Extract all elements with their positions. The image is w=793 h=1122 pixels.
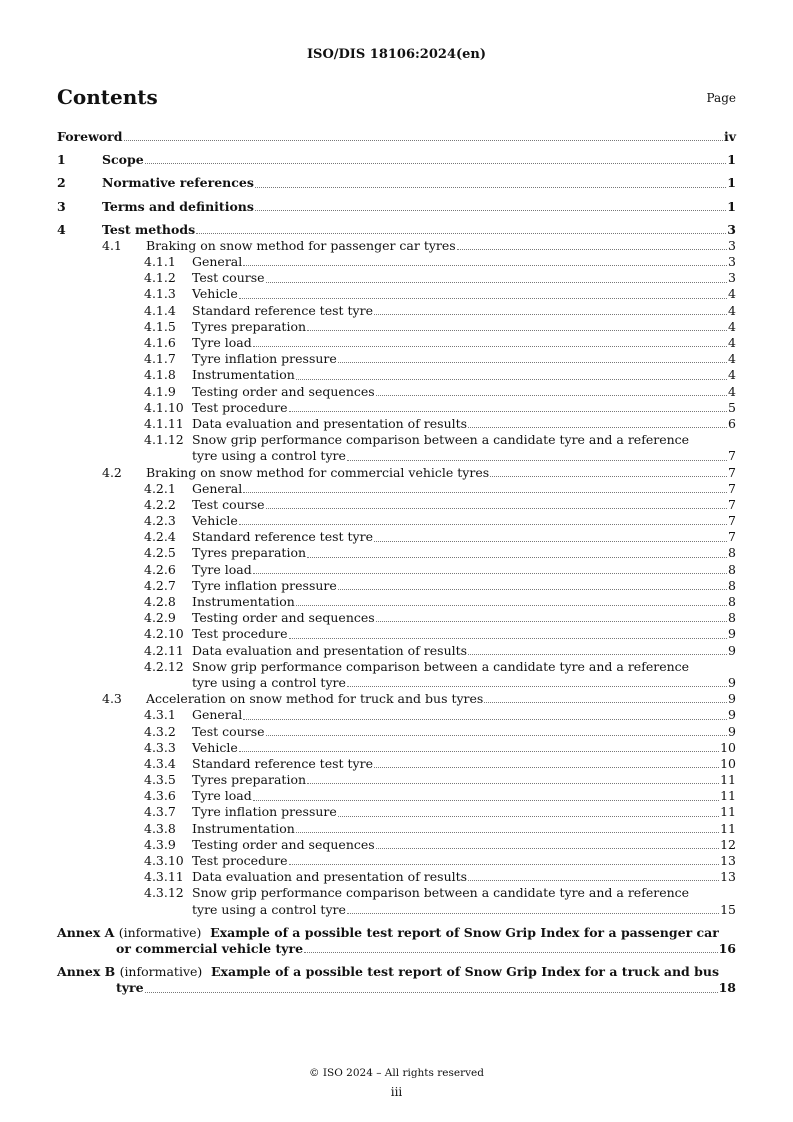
- toc-entry-title-continued: tyre using a control tyre: [192, 448, 346, 464]
- toc-entry-title: Braking on snow method for commercial vehicle tyres: [146, 464, 490, 480]
- toc-entry-page: iv: [723, 128, 736, 144]
- dot-leader: [338, 589, 727, 590]
- toc-entry-title: Normative references: [102, 175, 254, 191]
- toc-entry[interactable]: [57, 837, 736, 853]
- toc-entry-number: 4.2.4: [144, 529, 176, 545]
- toc-entry-page: 9: [728, 691, 736, 707]
- dot-leader: [338, 362, 727, 363]
- dot-leader: [338, 816, 719, 817]
- toc-entry-number: 4.1.10: [144, 399, 184, 415]
- toc-entry[interactable]: [57, 400, 736, 416]
- dot-leader: [253, 573, 727, 574]
- toc-entry-page: 4: [728, 335, 736, 351]
- toc-entry-title: Test course: [192, 270, 265, 286]
- dot-leader: [296, 605, 727, 606]
- toc-entry-title: General: [192, 254, 243, 270]
- toc-entry-title: Vehicle: [192, 286, 238, 302]
- toc-entry-number: 4.1.1: [144, 254, 176, 270]
- toc-entry-page: 8: [728, 545, 736, 561]
- toc-entry-number: 4.2.5: [144, 545, 176, 561]
- dot-leader: [347, 460, 727, 461]
- toc-entry-number: 4.1.9: [144, 383, 176, 399]
- toc-entry-number: 4.1.2: [144, 270, 176, 286]
- toc-entry[interactable]: [57, 384, 736, 400]
- toc-entry-number: 4.1.5: [144, 318, 176, 334]
- dot-leader: [304, 952, 718, 953]
- toc-entry-title: Vehicle: [192, 739, 238, 755]
- toc-entry[interactable]: [57, 724, 736, 740]
- toc-entry-page: 1: [727, 198, 736, 214]
- toc-entry-title: Braking on snow method for passenger car tyres: [146, 237, 456, 253]
- toc-entry[interactable]: [57, 610, 736, 626]
- toc-annex-entry-continuation[interactable]: [57, 941, 736, 957]
- toc-entry[interactable]: [57, 546, 736, 562]
- toc-entry-number: 4.3.11: [144, 869, 184, 885]
- annex-kind: (informative): [119, 964, 203, 980]
- toc-entry-number: 4.3.7: [144, 804, 176, 820]
- toc-entry-title: Tyres preparation: [192, 318, 307, 334]
- page-column-label: Page: [706, 91, 736, 105]
- space: [202, 964, 211, 980]
- toc-entry-page: 10: [720, 755, 736, 771]
- toc-entry-number: 4.1.6: [144, 335, 176, 351]
- dot-leader: [376, 621, 727, 622]
- toc-entry-title: Data evaluation and presentation of results: [192, 869, 468, 885]
- dot-leader: [289, 864, 720, 865]
- toc-annex-entry-continuation[interactable]: [57, 980, 736, 996]
- toc-entry-page: 3: [728, 237, 736, 253]
- toc-annex-entry[interactable]: [57, 925, 736, 941]
- toc-entry[interactable]: [57, 238, 736, 254]
- toc-entry[interactable]: [57, 319, 736, 335]
- toc-entry-title: Testing order and sequences: [192, 383, 375, 399]
- toc-entry[interactable]: [57, 497, 736, 513]
- toc-entry-title: Acceleration on snow method for truck and bus tyres: [146, 691, 484, 707]
- toc-entry-page: 3: [728, 270, 736, 286]
- dot-leader: [253, 800, 719, 801]
- toc-entry[interactable]: [57, 199, 736, 215]
- toc-entry[interactable]: [57, 416, 736, 432]
- toc-entry-page: 8: [728, 577, 736, 593]
- toc-entry-title: Tyre load: [192, 335, 252, 351]
- toc-entry-page: 9: [728, 626, 736, 642]
- toc-entry[interactable]: [57, 335, 736, 351]
- toc-entry-page: 15: [720, 901, 736, 917]
- dot-leader: [490, 476, 727, 477]
- dot-leader: [239, 298, 727, 299]
- toc-entry[interactable]: [57, 788, 736, 804]
- toc-entry-page: 9: [728, 674, 736, 690]
- toc-entry[interactable]: [57, 659, 736, 675]
- toc-entry[interactable]: [57, 351, 736, 367]
- annex-kind: (informative): [118, 924, 202, 940]
- toc-entry[interactable]: [57, 853, 736, 869]
- dot-leader: [243, 719, 727, 720]
- toc-entry-title: Standard reference test tyre: [192, 529, 373, 545]
- toc-entry-title: General: [192, 707, 243, 723]
- toc-entry[interactable]: [57, 562, 736, 578]
- toc-entry[interactable]: [57, 129, 736, 145]
- toc-entry-number: 4.3.9: [144, 836, 176, 852]
- toc-entry-number: 4.1.8: [144, 367, 176, 383]
- toc-entry-page: 9: [728, 707, 736, 723]
- document-header: ISO/DIS 18106:2024(en): [306, 47, 487, 62]
- toc-annex-entry[interactable]: [57, 964, 736, 980]
- copyright-notice: © ISO 2024 – All rights reserved: [309, 1067, 484, 1079]
- dot-leader: [239, 524, 727, 525]
- toc-entry[interactable]: [57, 869, 736, 885]
- toc-entry[interactable]: [57, 643, 736, 659]
- toc-entry-number: 4.2.10: [144, 626, 184, 642]
- toc-entry-page: 7: [728, 529, 736, 545]
- toc-entry-title-continued: tyre using a control tyre: [192, 901, 346, 917]
- toc-entry-title: Test procedure: [192, 399, 288, 415]
- dot-leader: [457, 249, 727, 250]
- toc-entry-page: 4: [728, 351, 736, 367]
- dot-leader: [376, 395, 727, 396]
- dot-leader: [145, 992, 718, 993]
- toc-entry-number: 4.2.7: [144, 577, 176, 593]
- toc-entry-page: 5: [728, 399, 736, 415]
- dot-leader: [243, 265, 727, 266]
- toc-entry-number: 4.1.12: [144, 432, 184, 448]
- table-of-contents: [57, 129, 736, 997]
- toc-entry[interactable]: [57, 626, 736, 642]
- toc-entry-number: 4.3.10: [144, 853, 184, 869]
- toc-entry-page: 11: [720, 804, 736, 820]
- toc-entry-title: Test procedure: [192, 853, 288, 869]
- toc-entry[interactable]: [57, 756, 736, 772]
- dot-leader: [307, 783, 719, 784]
- toc-entry-page: 8: [728, 561, 736, 577]
- dot-leader: [347, 686, 727, 687]
- toc-entry-page: 7: [728, 513, 736, 529]
- toc-entry[interactable]: [57, 270, 736, 286]
- toc-entry-number: 4.2.1: [144, 480, 176, 496]
- toc-entry-page: 9: [728, 723, 736, 739]
- toc-entry-page: 1: [727, 175, 736, 191]
- toc-entry-title: Test methods: [102, 221, 196, 237]
- toc-entry-page: 7: [728, 464, 736, 480]
- toc-entry-title: Instrumentation: [192, 594, 295, 610]
- toc-entry-number: 4.2.3: [144, 513, 176, 529]
- toc-entry-page: 7: [728, 496, 736, 512]
- dot-leader: [266, 282, 728, 283]
- annex-title: Example of a possible test report of Snow Grip Index for a passenger car: [210, 924, 719, 940]
- dot-leader: [239, 751, 719, 752]
- toc-entry-page: 4: [728, 383, 736, 399]
- toc-entry[interactable]: [57, 175, 736, 191]
- toc-entry-number: 4.3.4: [144, 755, 176, 771]
- dot-leader: [255, 187, 726, 188]
- annex-title-continued: tyre: [116, 980, 144, 996]
- toc-entry-page: 11: [720, 820, 736, 836]
- toc-annex-page: 16: [718, 940, 736, 956]
- toc-entry[interactable]: [57, 578, 736, 594]
- toc-entry[interactable]: [57, 740, 736, 756]
- toc-entry-number: 4.1: [102, 237, 122, 253]
- dot-leader: [347, 913, 719, 914]
- dot-leader: [196, 233, 726, 234]
- toc-entry[interactable]: [57, 885, 736, 901]
- toc-entry-title: Testing order and sequences: [192, 610, 375, 626]
- toc-entry-title: Tyre inflation pressure: [192, 804, 337, 820]
- dot-leader: [374, 314, 727, 315]
- toc-entry-title: Test course: [192, 496, 265, 512]
- dot-leader: [374, 767, 719, 768]
- toc-entry-title: Tyre inflation pressure: [192, 351, 337, 367]
- toc-entry-title: Tyre load: [192, 561, 252, 577]
- toc-entry[interactable]: [57, 152, 736, 168]
- toc-entry-title: Test course: [192, 723, 265, 739]
- annex-title-continued: or commercial vehicle tyre: [116, 940, 304, 956]
- toc-entry-number: 1: [57, 152, 66, 168]
- toc-entry-title: General: [192, 480, 243, 496]
- toc-entry-title: Snow grip performance comparison between a candidate tyre and a reference: [192, 658, 690, 674]
- toc-entry-number: 4.1.4: [144, 302, 176, 318]
- toc-entry-page: 1: [727, 152, 736, 168]
- toc-entry-title: Data evaluation and presentation of results: [192, 415, 468, 431]
- toc-entry-title: Testing order and sequences: [192, 836, 375, 852]
- toc-entry-number: 4.3.2: [144, 723, 176, 739]
- toc-entry-number: 4.2.9: [144, 610, 176, 626]
- toc-entry-number: 4.1.3: [144, 286, 176, 302]
- toc-entry[interactable]: [57, 367, 736, 383]
- toc-entry-continuation[interactable]: [57, 902, 736, 918]
- toc-entry-page: 6: [728, 415, 736, 431]
- toc-entry-page: 7: [728, 448, 736, 464]
- toc-entry[interactable]: [57, 254, 736, 270]
- toc-entry-page: 10: [720, 739, 736, 755]
- toc-entry-title: Scope: [102, 152, 144, 168]
- toc-entry-title: Tyres preparation: [192, 545, 307, 561]
- toc-entry-title: Snow grip performance comparison between a candidate tyre and a reference: [192, 885, 690, 901]
- toc-entry-page: 7: [728, 480, 736, 496]
- toc-entry[interactable]: [57, 481, 736, 497]
- toc-entry-title-continued: tyre using a control tyre: [192, 674, 346, 690]
- toc-entry-page: 8: [728, 610, 736, 626]
- dot-leader: [296, 379, 727, 380]
- dot-leader: [289, 638, 728, 639]
- toc-entry-number: 4.2.2: [144, 496, 176, 512]
- toc-entry-title: Data evaluation and presentation of results: [192, 642, 468, 658]
- toc-entry-page: 4: [728, 367, 736, 383]
- toc-entry[interactable]: [57, 287, 736, 303]
- toc-entry-number: 4: [57, 221, 66, 237]
- toc-entry-title: Terms and definitions: [102, 198, 254, 214]
- toc-entry[interactable]: [57, 691, 736, 707]
- toc-entry[interactable]: [57, 529, 736, 545]
- dot-leader: [255, 210, 726, 211]
- toc-entry-number: 4.2.6: [144, 561, 176, 577]
- dot-leader: [376, 848, 719, 849]
- toc-entry-page: 13: [720, 869, 736, 885]
- toc-entry-number: 4.2.8: [144, 594, 176, 610]
- toc-entry[interactable]: [57, 465, 736, 481]
- toc-entry-number: 4.3.8: [144, 820, 176, 836]
- toc-entry[interactable]: [57, 707, 736, 723]
- toc-annex-page: 18: [718, 980, 736, 996]
- toc-entry-title: Tyre inflation pressure: [192, 577, 337, 593]
- toc-entry-page: 3: [727, 221, 736, 237]
- dot-leader: [253, 346, 727, 347]
- toc-entry[interactable]: [57, 432, 736, 448]
- toc-entry-page: 4: [728, 318, 736, 334]
- toc-entry-number: 4.3.6: [144, 788, 176, 804]
- toc-entry-page: 13: [720, 853, 736, 869]
- toc-entry-page: 4: [728, 302, 736, 318]
- annex-title: Example of a possible test report of Snow Grip Index for a truck and bus: [211, 964, 720, 980]
- dot-leader: [484, 702, 727, 703]
- toc-entry-title: Instrumentation: [192, 367, 295, 383]
- toc-entry[interactable]: [57, 594, 736, 610]
- toc-entry-page: 3: [728, 254, 736, 270]
- toc-entry-continuation[interactable]: [57, 675, 736, 691]
- annex-label: Annex A: [57, 924, 115, 940]
- toc-entry-title: Standard reference test tyre: [192, 755, 373, 771]
- toc-entry-title: Foreword: [57, 128, 123, 144]
- dot-leader: [374, 541, 727, 542]
- toc-entry-title: Standard reference test tyre: [192, 302, 373, 318]
- dot-leader: [289, 411, 728, 412]
- toc-entry[interactable]: [57, 805, 736, 821]
- toc-entry-number: 4.3: [102, 691, 122, 707]
- toc-entry-title: Instrumentation: [192, 820, 295, 836]
- toc-entry-page: 11: [720, 788, 736, 804]
- toc-entry-number: 4.3.3: [144, 739, 176, 755]
- dot-leader: [124, 140, 723, 141]
- toc-entry[interactable]: [57, 772, 736, 788]
- dot-leader: [468, 427, 727, 428]
- toc-entry-title: Vehicle: [192, 513, 238, 529]
- dot-leader: [468, 880, 719, 881]
- toc-entry-number: 4.1.7: [144, 351, 176, 367]
- toc-entry-page: 12: [720, 836, 736, 852]
- toc-entry-title: Tyres preparation: [192, 772, 307, 788]
- toc-entry-number: 4.1.11: [144, 415, 184, 431]
- toc-entry-page: 8: [728, 594, 736, 610]
- dot-leader: [243, 492, 727, 493]
- dot-leader: [145, 163, 727, 164]
- dot-leader: [468, 654, 727, 655]
- toc-entry-page: 4: [728, 286, 736, 302]
- toc-entry-page: 11: [720, 772, 736, 788]
- toc-entry[interactable]: [57, 821, 736, 837]
- toc-entry-number: 3: [57, 198, 66, 214]
- toc-entry[interactable]: [57, 303, 736, 319]
- toc-entry-number: 2: [57, 175, 66, 191]
- annex-label: Annex B: [57, 964, 116, 980]
- toc-entry-number: 4.2: [102, 464, 122, 480]
- toc-entry[interactable]: [57, 513, 736, 529]
- page-number: iii: [390, 1085, 403, 1099]
- toc-entry-continuation[interactable]: [57, 448, 736, 464]
- toc-entry-number: 4.2.11: [144, 642, 184, 658]
- toc-entry-number: 4.2.12: [144, 658, 184, 674]
- space: [201, 925, 210, 941]
- dot-leader: [307, 557, 727, 558]
- toc-entry-title: Test procedure: [192, 626, 288, 642]
- dot-leader: [296, 832, 719, 833]
- toc-entry-page: 9: [728, 642, 736, 658]
- page-title: Contents: [57, 85, 158, 109]
- toc-entry-number: 4.3.1: [144, 707, 176, 723]
- toc-entry-title: Snow grip performance comparison between a candidate tyre and a reference: [192, 432, 690, 448]
- toc-entry-number: 4.3.5: [144, 772, 176, 788]
- toc-entry[interactable]: [57, 222, 736, 238]
- dot-leader: [307, 330, 727, 331]
- dot-leader: [266, 735, 728, 736]
- toc-entry-number: 4.3.12: [144, 885, 184, 901]
- dot-leader: [266, 508, 728, 509]
- toc-entry-title: Tyre load: [192, 788, 252, 804]
